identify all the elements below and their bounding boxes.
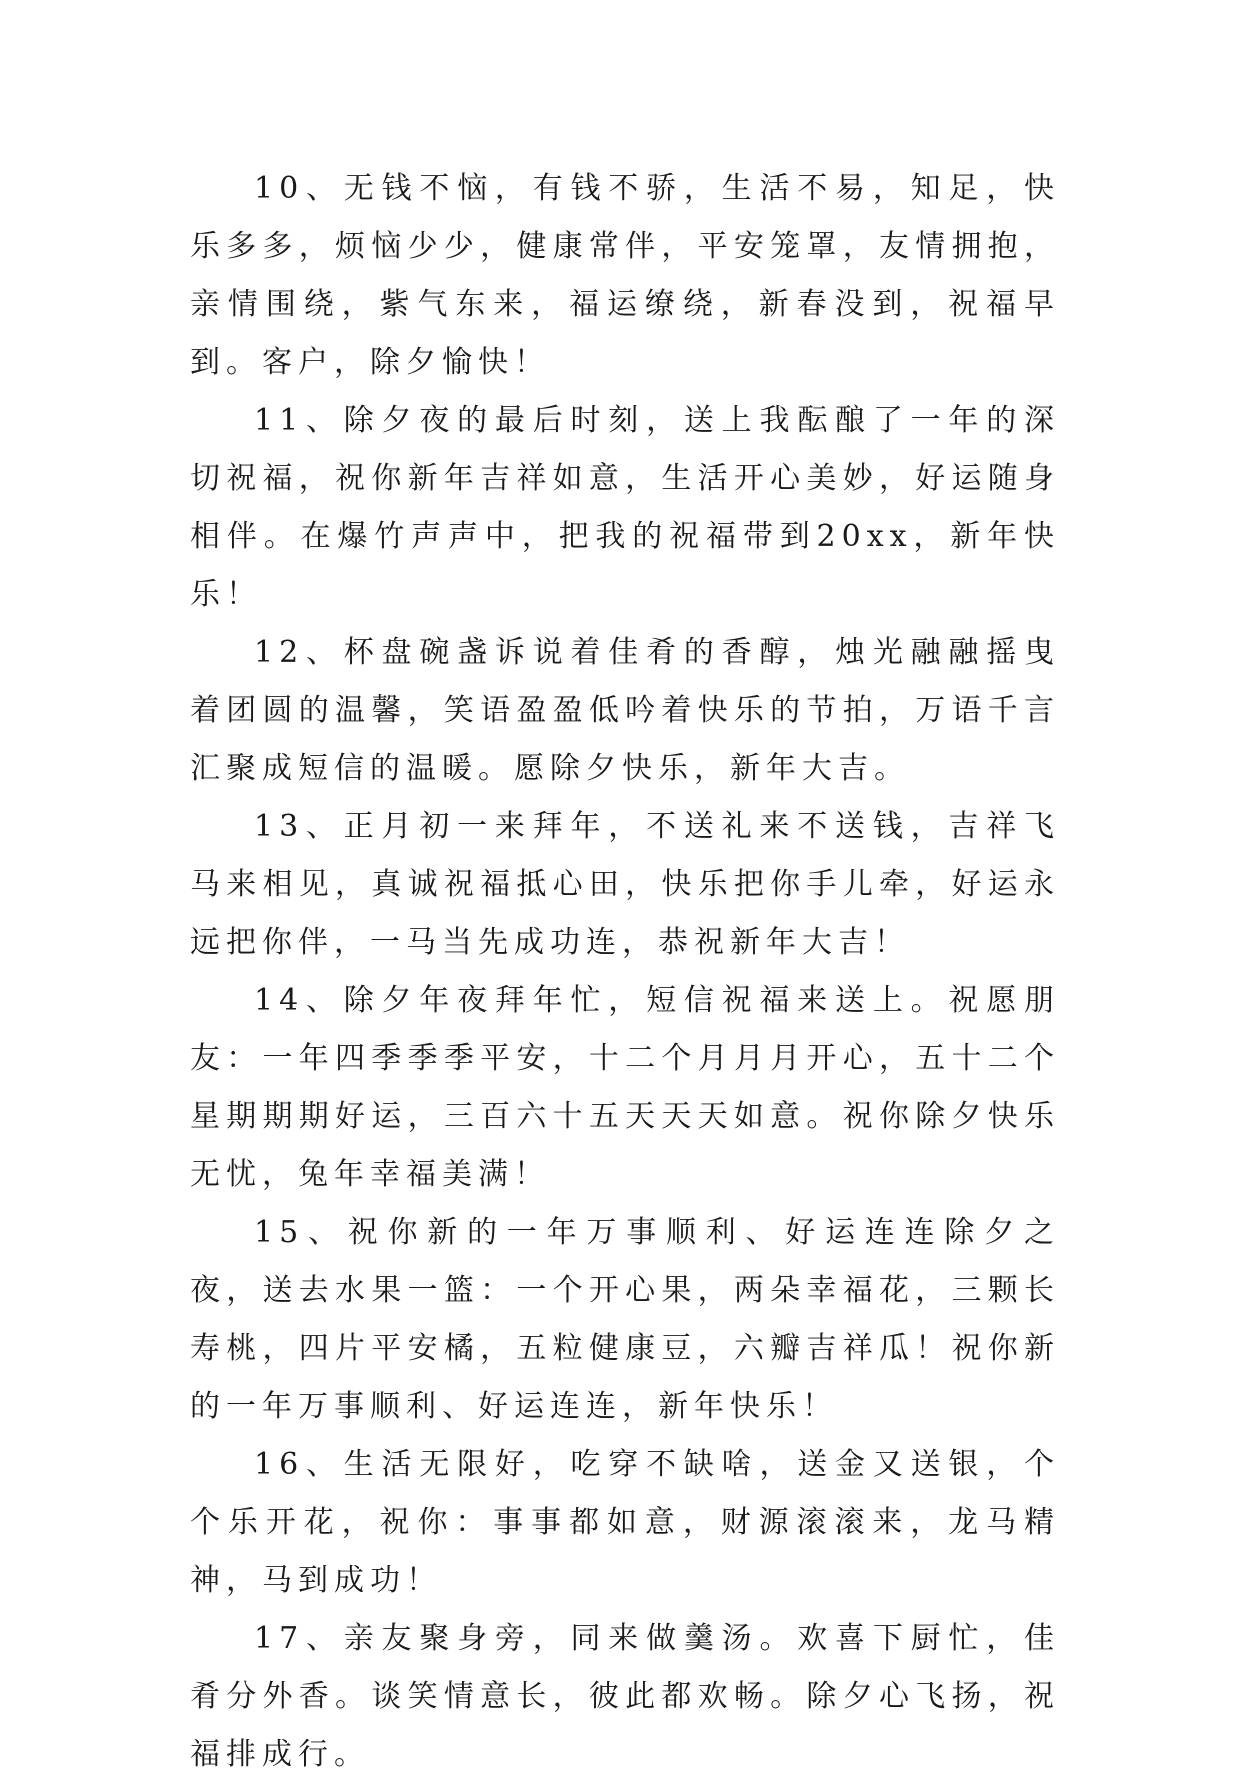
document-body (190, 160, 1060, 1784)
paragraph-12: 12、杯盘碗盏诉说着佳肴的香醇，烛光融融摇曳着团圆的温馨，笑语盈盈低吟着快乐的节拍，万语千言汇聚成短信的温暖。愿除夕快乐，新年大吉。 (190, 635, 1060, 786)
paragraph-10: 10、无钱不恼，有钱不骄，生活不易，知足，快乐多多，烦恼少少，健康常伴，平安笼罩，友情拥抱，亲情围绕，紫气东来，福运缭绕，新春没到，祝福早到。客户，除夕愉快！ (190, 171, 1060, 380)
paragraph-14: 14、除夕年夜拜年忙，短信祝福来送上。祝愿朋友：一年四季季季平安，十二个月月月开心，五十二个星期期期好运，三百六十五天天天如意。祝你除夕快乐无忧，兔年幸福美满！ (190, 983, 1060, 1192)
paragraph-16: 16、生活无限好，吃穿不缺啥，送金又送银，个个乐开花，祝你：事事都如意，财源滚滚来，龙马精神，马到成功！ (190, 1447, 1060, 1598)
paragraph-13: 13、正月初一来拜年，不送礼来不送钱，吉祥飞马来相见，真诚祝福抵心田，快乐把你手儿牵，好运永远把你伴，一马当先成功连，恭祝新年大吉！ (190, 809, 1060, 960)
paragraph-15: 15、祝你新的一年万事顺利、好运连连除夕之夜，送去水果一篮：一个开心果，两朵幸福花，三颗长寿桃，四片平安橘，五粒健康豆，六瓣吉祥瓜！祝你新的一年万事顺利、好运连连，新年快乐！ (190, 1215, 1060, 1424)
paragraph-17: 17、亲友聚身旁，同来做羹汤。欢喜下厨忙，佳肴分外香。谈笑情意长，彼此都欢畅。除夕心飞扬，祝福排成行。 (190, 1621, 1060, 1772)
paragraph-11: 11、除夕夜的最后时刻，送上我酝酿了一年的深切祝福，祝你新年吉祥如意，生活开心美妙，好运随身相伴。在爆竹声声中，把我的祝福带到20xx，新年快乐！ (190, 403, 1060, 612)
